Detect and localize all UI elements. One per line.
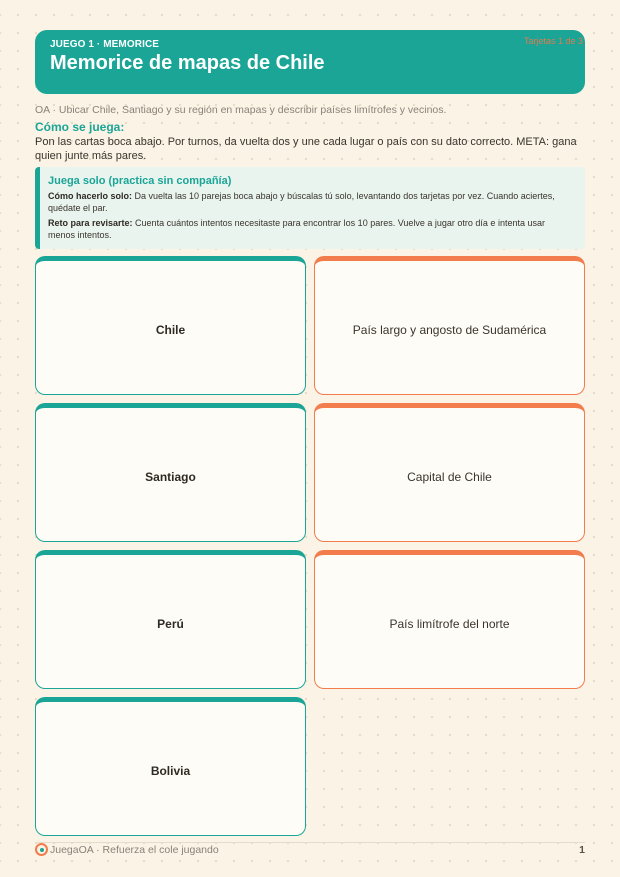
solo-play-box <box>35 167 585 249</box>
how-to-play-heading: Cómo se juega: <box>35 120 125 134</box>
solo-how-paragraph <box>48 190 573 214</box>
memory-card-clue[interactable]: País limítrofe del norte <box>314 550 585 689</box>
solo-challenge-label: Reto para revisarte: <box>48 218 133 228</box>
page-title: Memorice de mapas de Chile <box>50 52 325 74</box>
footer-divider <box>35 842 585 843</box>
learning-objective: OA · Ubicar Chile, Santiago y su región en mapas y describir países limítrofes y vecinos. <box>35 104 447 116</box>
game-label: JUEGO 1 · MEMORICE <box>50 39 160 50</box>
memory-card-place[interactable]: Chile <box>35 256 306 395</box>
solo-how-label: Cómo hacerlo solo: <box>48 191 133 201</box>
footer-brand: JuegaOA · Refuerza el cole jugando <box>50 844 219 856</box>
solo-challenge-text: Cuenta cuántos intentos necesitaste para encontrar los 10 pares. Vuelve a jugar otro día e intenta usar menos intentos. <box>48 218 545 240</box>
game-header <box>35 30 585 94</box>
memory-card-clue[interactable]: País largo y angosto de Sudamérica <box>314 256 585 395</box>
solo-challenge-paragraph <box>48 217 573 241</box>
cards-counter: Tarjetas 1 de 3 <box>523 36 583 46</box>
memory-card-place[interactable]: Santiago <box>35 403 306 542</box>
memory-card-clue[interactable]: Capital de Chile <box>314 403 585 542</box>
solo-heading: Juega solo (practica sin compañía) <box>48 175 232 187</box>
memory-card-place[interactable]: Perú <box>35 550 306 689</box>
memory-card-place[interactable]: Bolivia <box>35 697 306 836</box>
page-number: 1 <box>579 844 585 856</box>
brand-logo-icon <box>35 843 48 856</box>
solo-how-text: Da vuelta las 10 parejas boca abajo y búscalas tú solo, levantando dos tarjetas por vez. Cuando aciertes, quédate el par. <box>48 191 555 213</box>
how-to-play-text: Pon las cartas boca abajo. Por turnos, da vuelta dos y une cada lugar o país con su dato correcto. META: gana quien junte más pares. <box>35 136 577 162</box>
